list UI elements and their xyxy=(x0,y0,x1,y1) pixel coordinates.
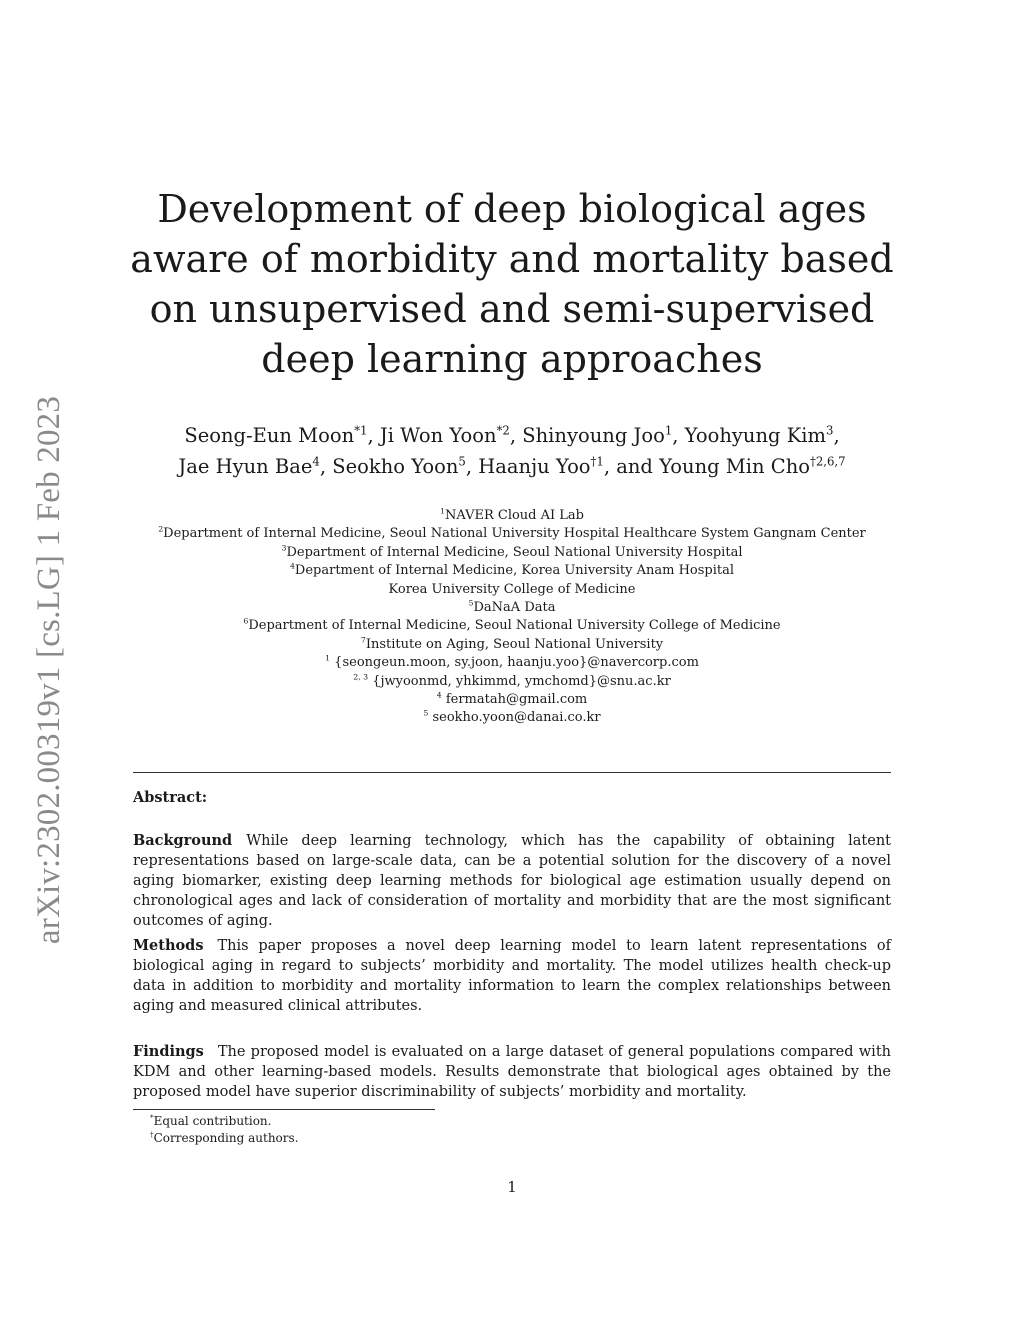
background-text: While deep learning technology, which has the capability of obtaining latent representations based on large-scale data, can be a potential solution for the discovery of a novel aging biomarker, existing deep learning methods for biological age estimation usually depend on chronological ages and lack of consideration of mortality and morbidity that are the most significant outcomes of aging. xyxy=(133,833,891,929)
affiliation-mark: 4 xyxy=(289,561,295,571)
affiliation-line xyxy=(120,507,904,525)
arxiv-identifier-stamp: arXiv:2302.00319v1 [cs.LG] 1 Feb 2023 xyxy=(31,395,67,945)
methods-text: This paper proposes a novel deep learning model to learn latent representations of biological aging in regard to subjects’ morbidity and mortality. The model utilizes health check-up data in addition to morbidity and mortality information to learn the complex relationships between aging and measured clinical attributes. xyxy=(133,938,891,1014)
author-line xyxy=(120,420,904,451)
affiliation-line xyxy=(120,544,904,562)
footnote-corresponding-authors xyxy=(150,1130,298,1146)
footnote-equal-contribution xyxy=(150,1113,271,1129)
affiliation-mark: 5 xyxy=(468,598,474,608)
email-mark: 2, 3 xyxy=(353,672,369,682)
footnote-text: Corresponding authors. xyxy=(153,1131,299,1145)
affiliation-line xyxy=(120,525,904,543)
author-mark: *2 xyxy=(496,423,510,438)
affiliation-line xyxy=(120,636,904,654)
affiliation-mark: 2 xyxy=(158,525,164,535)
author-separator: , and xyxy=(603,455,660,478)
author-mark: 3 xyxy=(826,423,834,438)
footnote-mark: * xyxy=(150,1113,154,1122)
affiliation-mark: 1 xyxy=(439,506,445,516)
email-text: {seongeun.moon, sy.joon, haanju.yoo}@navercorp.com xyxy=(330,655,699,671)
email-mark: 1 xyxy=(325,653,331,663)
email-text: seokho.yoon@danai.co.kr xyxy=(428,710,601,726)
abstract-findings-paragraph xyxy=(133,1042,891,1102)
abstract-heading: Abstract: xyxy=(133,789,208,806)
email-mark: 5 xyxy=(423,709,429,719)
affiliation-list xyxy=(120,507,904,728)
affiliation-line xyxy=(120,617,904,635)
author-mark: *1 xyxy=(354,423,368,438)
background-label: Background xyxy=(133,832,233,849)
paper-title xyxy=(120,184,904,384)
title-line: on unsupervised and semi-supervised xyxy=(149,287,875,331)
author-name: Yoohyung Kim xyxy=(684,424,826,447)
affiliation-line xyxy=(120,562,904,580)
email-line xyxy=(120,691,904,709)
author-mark: 5 xyxy=(458,454,466,469)
author-separator: , xyxy=(367,424,380,447)
affiliation-line xyxy=(120,581,904,599)
author-line xyxy=(120,451,904,482)
author-name: Seong-Eun Moon xyxy=(184,424,355,447)
author-separator: , xyxy=(509,424,523,447)
footnote-rule xyxy=(133,1109,435,1110)
author-name: Jae Hyun Bae xyxy=(178,455,313,478)
abstract-methods-paragraph xyxy=(133,936,891,1016)
abstract-top-rule xyxy=(133,772,891,773)
email-mark: 4 xyxy=(436,690,442,700)
affiliation-mark: 6 xyxy=(243,617,249,627)
author-name: Haanju Yoo xyxy=(478,455,591,478)
author-name: Seokho Yoon xyxy=(332,455,459,478)
methods-label: Methods xyxy=(133,937,204,954)
author-list xyxy=(120,420,904,482)
affiliation-text: Department of Internal Medicine, Korea University Anam Hospital xyxy=(294,563,735,579)
title-line: Development of deep biological ages xyxy=(157,187,867,231)
page-number: 1 xyxy=(507,1178,517,1196)
affiliation-text: Korea University College of Medicine xyxy=(388,581,636,597)
title-line: aware of morbidity and mortality based xyxy=(130,237,894,281)
email-text: {jwyoonmd, yhkimmd, ymchomd}@snu.ac.kr xyxy=(368,673,671,689)
author-separator: , xyxy=(465,455,479,478)
author-mark: †1 xyxy=(590,454,604,469)
author-mark: 4 xyxy=(312,454,320,469)
affiliation-text: NAVER Cloud AI Lab xyxy=(444,508,584,523)
author-mark: †2,6,7 xyxy=(810,454,846,469)
author-mark: 1 xyxy=(664,423,673,438)
author-name: Ji Won Yoon xyxy=(379,424,497,447)
author-separator: , xyxy=(672,424,685,447)
author-name: Young Min Cho xyxy=(659,455,810,478)
author-name: Shinyoung Joo xyxy=(522,424,665,447)
email-line xyxy=(120,654,904,672)
affiliation-text: DaNaA Data xyxy=(473,600,556,616)
affiliation-mark: 7 xyxy=(360,635,366,645)
author-separator: , xyxy=(319,455,333,478)
footnote-mark: † xyxy=(150,1130,154,1139)
affiliation-line xyxy=(120,599,904,617)
affiliation-text: Institute on Aging, Seoul National University xyxy=(365,636,664,652)
title-line: deep learning approaches xyxy=(261,337,763,381)
affiliation-text: Department of Internal Medicine, Seoul National University Hospital xyxy=(286,544,743,560)
findings-label: Findings xyxy=(133,1043,204,1060)
author-separator: , xyxy=(833,424,840,447)
email-text: fermatah@gmail.com xyxy=(441,692,588,708)
affiliation-mark: 3 xyxy=(281,543,287,553)
footnote-text: Equal contribution. xyxy=(153,1114,272,1128)
findings-text: The proposed model is evaluated on a large dataset of general populations compared with KDM and other learning-based models. Results demonstrate that biological ages obtained by the proposed model have superior discriminability of subjects’ morbidity and mortality. xyxy=(133,1044,891,1100)
email-line xyxy=(120,673,904,691)
affiliation-text: Department of Internal Medicine, Seoul National University College of Medicine xyxy=(248,618,781,634)
affiliation-text: Department of Internal Medicine, Seoul National University Hospital Healthcare System Gangnam Center xyxy=(163,526,866,542)
email-line xyxy=(120,709,904,727)
abstract-background-paragraph xyxy=(133,831,891,931)
